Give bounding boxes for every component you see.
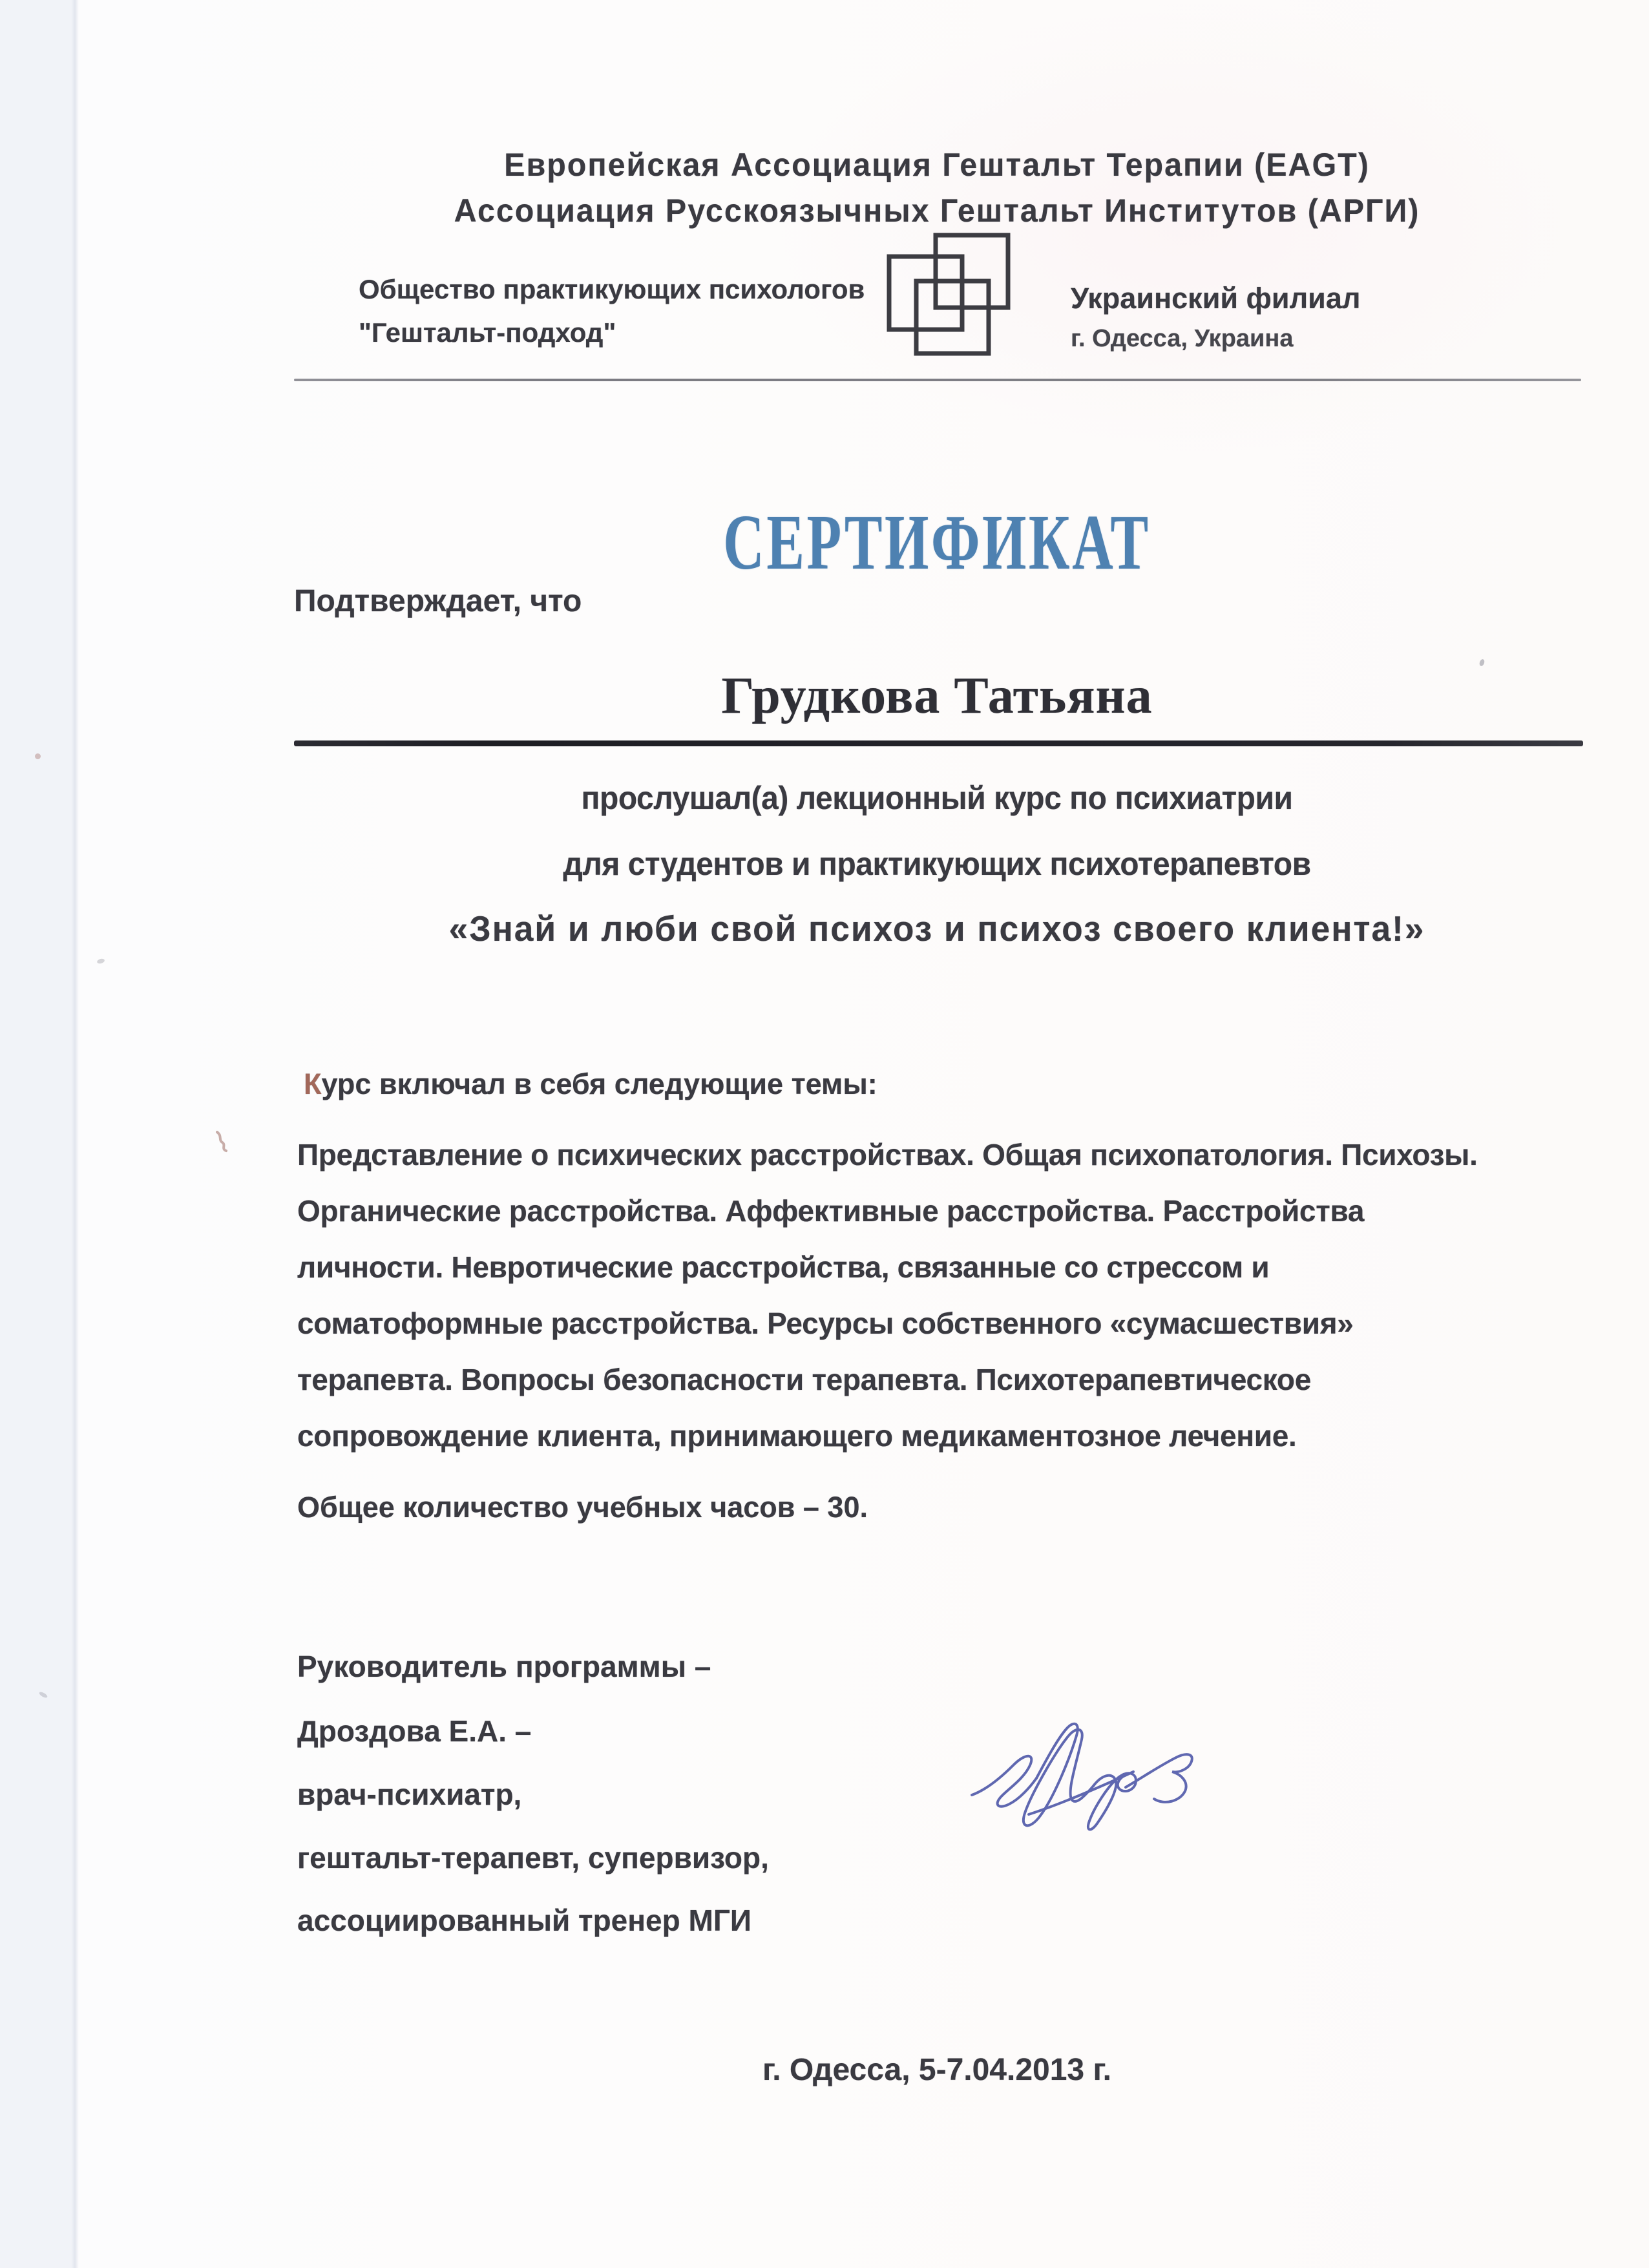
topics-body-line: соматоформные расстройства. Ресурсы собственного «сумасшествия» <box>297 1307 1354 1340</box>
right-org-line-2: г. Одесса, Украина <box>1071 325 1294 352</box>
topics-heading <box>304 1067 877 1101</box>
director-line-3: врач-психиатр, <box>297 1778 522 1811</box>
association-line-1: Европейская Ассоциация Гештальт Терапии (EAGT) <box>504 147 1370 183</box>
confirms-label: Подтверждает, что <box>294 584 582 618</box>
name-underline <box>294 740 1583 746</box>
course-line-2: для студентов и практикующих психотерапевтов <box>563 846 1311 882</box>
left-org-line-2: "Гештальт-подход" <box>359 317 616 348</box>
director-line-2: Дроздова Е.А. – <box>297 1714 532 1748</box>
topics-heading-accent-letter: К <box>304 1067 322 1100</box>
course-line-1: прослушал(а) лекционный курс по психиатрии <box>581 780 1293 816</box>
paper-speck <box>1478 658 1485 667</box>
hours-total: Общее количество учебных часов – 30. <box>297 1491 868 1524</box>
place-date: г. Одесса, 5-7.04.2013 г. <box>762 2053 1111 2087</box>
director-line-4: гештальт-терапевт, супервизор, <box>297 1841 769 1874</box>
paper-speck <box>35 753 41 759</box>
topics-body-line: личности. Невротические расстройства, связанные со стрессом и <box>297 1250 1270 1284</box>
left-org-line-1: Общество практикующих психологов <box>359 274 865 304</box>
topics-body-line: Представление о психических расстройствах. Общая психопатология. Психозы. <box>297 1138 1478 1171</box>
recipient-name: Грудкова Татьяна <box>721 667 1153 724</box>
header-divider <box>294 379 1581 381</box>
paper-speck <box>96 958 105 965</box>
gestalt-squares-logo-icon <box>887 233 1013 359</box>
topics-body-line: Органические расстройства. Аффективные расстройства. Расстройства <box>297 1194 1365 1228</box>
certificate-title: СЕРТИФИКАТ <box>723 499 1151 586</box>
association-line-2: Ассоциация Русскоязычных Гештальт Институтов (АРГИ) <box>454 193 1420 229</box>
topics-heading-rest: урс включал в себя следующие темы: <box>321 1067 877 1100</box>
right-org-line-1: Украинский филиал <box>1071 282 1361 315</box>
topics-body-line: сопровождение клиента, принимающего медикаментозное лечение. <box>297 1419 1297 1453</box>
paper-speck <box>38 1691 48 1699</box>
director-line-5: ассоциированный тренер МГИ <box>297 1904 751 1937</box>
director-line-1: Руководитель программы – <box>297 1650 711 1683</box>
topics-body-line: терапевта. Вопросы безопасности терапевта. Психотерапевтическое <box>297 1363 1311 1396</box>
course-title-quote: «Знай и люби свой психоз и психоз своего клиента!» <box>448 908 1425 949</box>
margin-mark-artifact <box>213 1129 231 1153</box>
signature <box>964 1711 1210 1847</box>
